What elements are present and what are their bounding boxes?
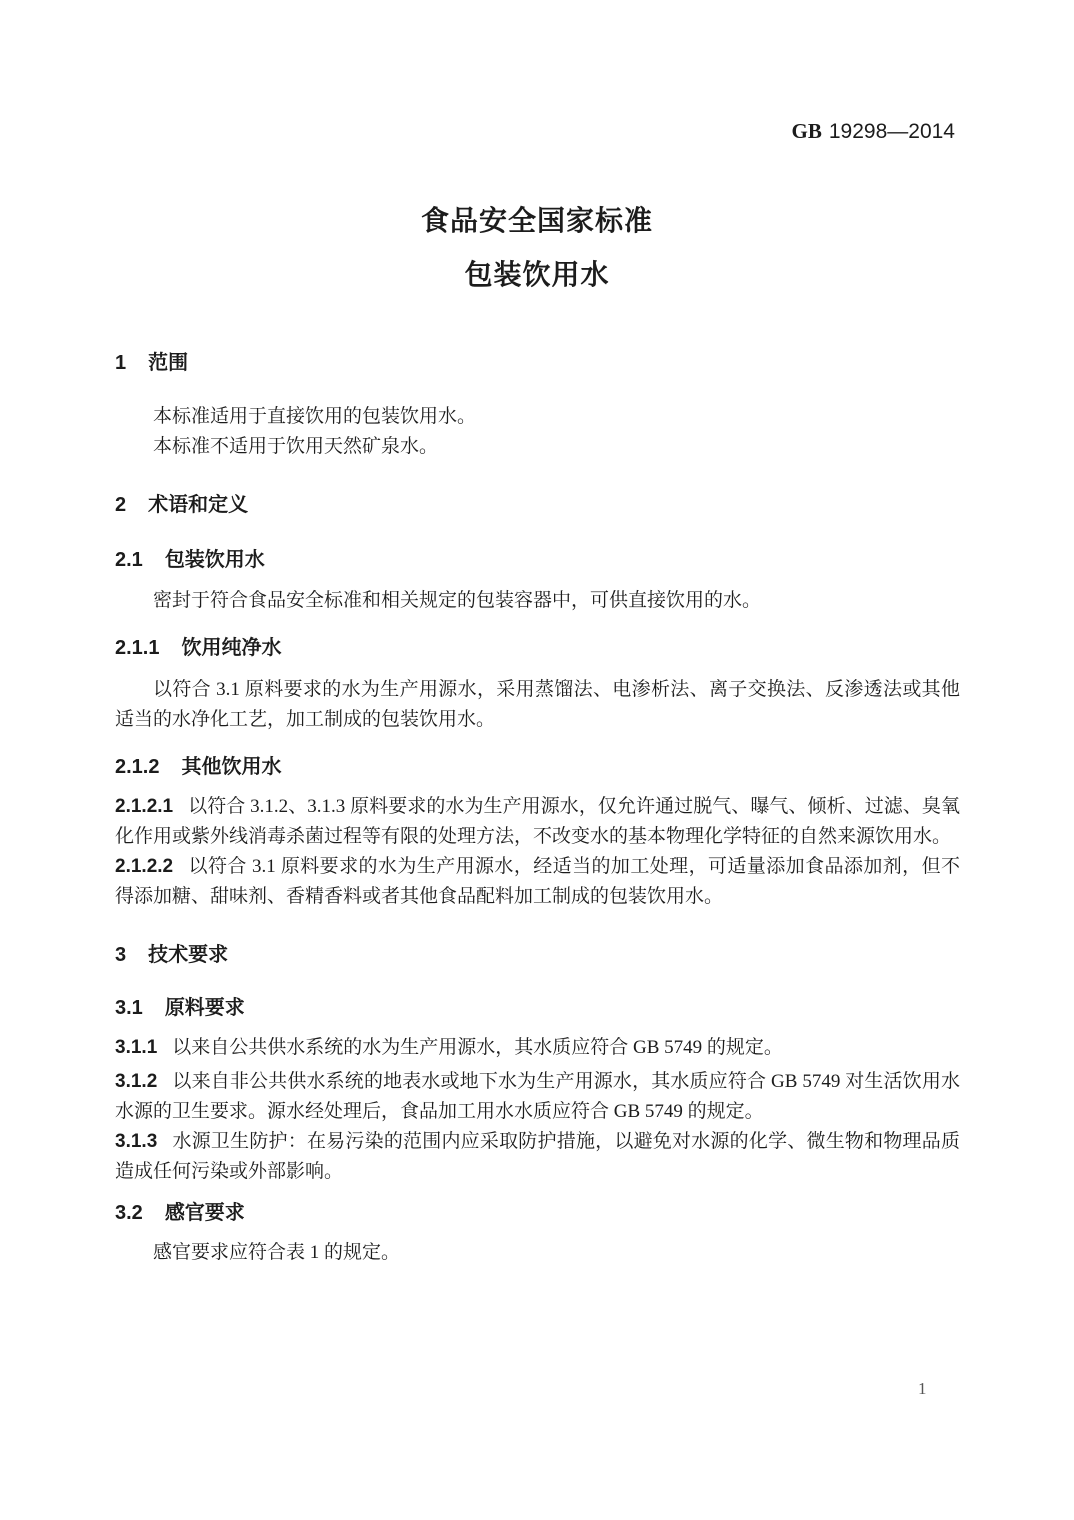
paragraph: 本标准适用于直接饮用的包装饮用水。 bbox=[153, 406, 477, 427]
section-2-number: 2 bbox=[115, 494, 127, 516]
clause-3-1-3-number: 3.1.3 bbox=[115, 1131, 158, 1152]
paragraph: 本标准不适用于饮用天然矿泉水。 bbox=[153, 436, 439, 457]
section-1-heading bbox=[115, 348, 960, 378]
section-2-1-1-number: 2.1.1 bbox=[115, 637, 160, 659]
section-2-1-1-heading bbox=[115, 633, 960, 663]
clause-3-1-1 bbox=[115, 1033, 960, 1063]
section-2-1-1-paragraph: 以符合 3.1 原料要求的水为生产用源水，采用蒸馏法、电渗析法、离子交换法、反渗透法或其他适当的水净化工艺，加工制成的包装饮用水。 bbox=[115, 679, 960, 730]
page-number: 1 bbox=[918, 1379, 927, 1398]
section-3-1-heading bbox=[115, 993, 960, 1023]
section-1-body bbox=[115, 402, 960, 462]
clause-2-1-2-1 bbox=[115, 792, 960, 852]
document-title-line2: 包装饮用水 bbox=[464, 259, 610, 290]
section-1-number: 1 bbox=[115, 352, 127, 374]
section-3-2-number: 3.2 bbox=[115, 1202, 143, 1224]
clause-2-1-2-2-text: 以符合 3.1 原料要求的水为生产用源水，经适当的加工处理，可适量添加食品添加剂，但不得添加糖、甜味剂、香精香料或者其他食品配料加工制成的包装饮用水。 bbox=[115, 856, 960, 907]
section-3-2-paragraph: 感官要求应符合表 1 的规定。 bbox=[153, 1242, 401, 1263]
section-2-1-paragraph: 密封于符合食品安全标准和相关规定的包装容器中，可供直接饮用的水。 bbox=[153, 590, 762, 611]
clause-3-1-2-number: 3.1.2 bbox=[115, 1071, 158, 1092]
clause-2-1-2-1-number: 2.1.2.1 bbox=[115, 796, 174, 817]
section-3-2-heading bbox=[115, 1198, 960, 1228]
clause-2-1-2-2-number: 2.1.2.2 bbox=[115, 856, 174, 877]
section-3-number: 3 bbox=[115, 944, 127, 966]
section-2-title: 术语和定义 bbox=[148, 494, 249, 516]
clause-2-1-2-1-text: 以符合 3.1.2、3.1.3 原料要求的水为生产用源水，仅允许通过脱气、曝气、倾析、过滤、臭氧化作用或紫外线消毒杀菌过程等有限的处理方法，不改变水的基本物理化学特征的自然来源饮用水。 bbox=[115, 796, 960, 847]
section-2-1-heading bbox=[115, 545, 960, 575]
section-2-1-title: 包装饮用水 bbox=[164, 549, 265, 571]
clause-3-1-2 bbox=[115, 1067, 960, 1127]
clause-3-1-3-text: 水源卫生防护：在易污染的范围内应采取防护措施，以避免对水源的化学、微生物和物理品质造成任何污染或外部影响。 bbox=[115, 1131, 960, 1182]
section-2-1-2-number: 2.1.2 bbox=[115, 756, 160, 778]
clause-3-1-1-text: 以来自公共供水系统的水为生产用源水，其水质应符合 GB 5749 的规定。 bbox=[172, 1037, 783, 1058]
clause-3-1-2-text: 以来自非公共供水系统的地表水或地下水为生产用源水，其水质应符合 GB 5749 对生活饮用水水源的卫生要求。源水经处理后，食品加工用水水质应符合 GB 5749 的规定。 bbox=[115, 1071, 960, 1122]
section-3-heading bbox=[115, 940, 960, 970]
section-3-2-title: 感官要求 bbox=[164, 1202, 245, 1224]
section-2-1-1-title: 饮用纯净水 bbox=[181, 637, 282, 659]
clause-3-1-1-number: 3.1.1 bbox=[115, 1037, 158, 1058]
clause-2-1-2-2 bbox=[115, 852, 960, 912]
section-2-1-2-title: 其他饮用水 bbox=[181, 756, 282, 778]
standard-code bbox=[792, 118, 955, 145]
section-2-heading bbox=[115, 490, 960, 520]
section-3-1-number: 3.1 bbox=[115, 997, 143, 1019]
standard-code-prefix: GB bbox=[791, 119, 822, 143]
section-2-1-2-heading bbox=[115, 752, 960, 782]
document-title-line1: 食品安全国家标准 bbox=[420, 205, 653, 236]
section-3-1-title: 原料要求 bbox=[164, 997, 245, 1019]
standard-code-number: 19298—2014 bbox=[828, 120, 955, 143]
section-3-title: 技术要求 bbox=[148, 944, 229, 966]
clause-3-1-3 bbox=[115, 1127, 960, 1187]
section-1-title: 范围 bbox=[148, 352, 189, 374]
section-2-1-number: 2.1 bbox=[115, 549, 143, 571]
